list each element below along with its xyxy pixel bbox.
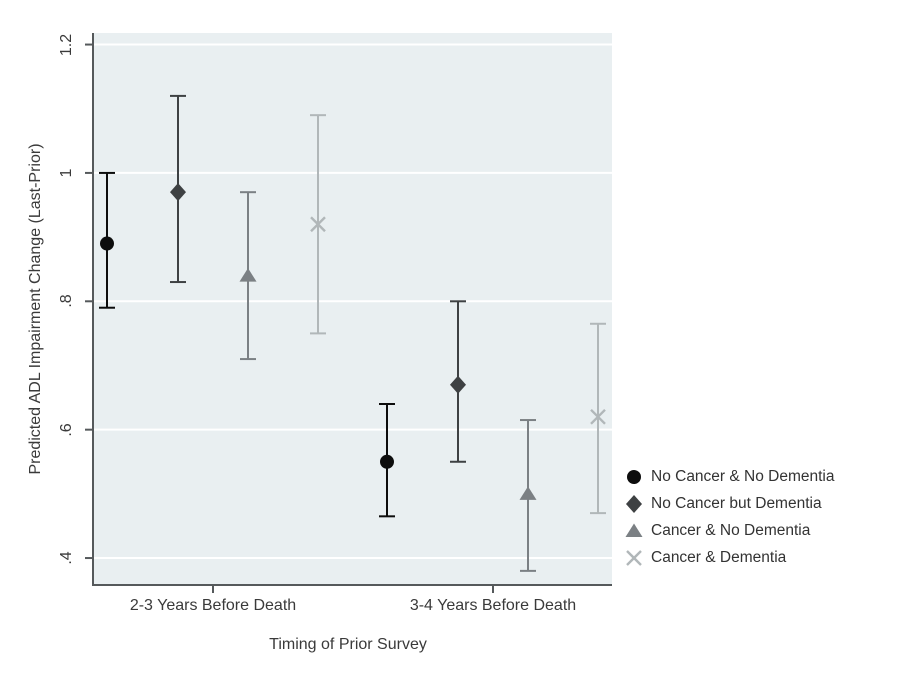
- circle-marker: [100, 237, 114, 251]
- legend: [624, 463, 835, 571]
- legend-item-label: Cancer & Dementia: [651, 548, 787, 566]
- x-category-label: 3-4 Years Before Death: [409, 597, 577, 614]
- triangle-marker: [626, 523, 643, 537]
- x-category-label: 2-3 Years Before Death: [129, 597, 297, 614]
- legend-item: [624, 490, 835, 517]
- circle-icon-glyph: [624, 467, 644, 487]
- y-axis-title: Predicted ADL Impairment Change (Last-Prior): [27, 143, 44, 475]
- legend-item-label: Cancer & No Dementia: [651, 521, 811, 539]
- y-tick-label: .6: [58, 422, 75, 437]
- circle-marker: [627, 470, 641, 484]
- legend-item-label: No Cancer & No Dementia: [651, 467, 835, 485]
- legend-item: [624, 517, 835, 544]
- y-tick-label: 1: [58, 168, 75, 178]
- legend-item: [624, 463, 835, 490]
- diamond-icon: [624, 494, 644, 514]
- x-axis-title: Timing of Prior Survey: [269, 636, 427, 653]
- plot-area: [93, 33, 612, 585]
- diamond-icon-glyph: [624, 494, 644, 514]
- x-icon: [624, 548, 644, 568]
- y-tick-label: 1.2: [58, 33, 75, 56]
- triangle-icon-glyph: [624, 521, 644, 541]
- y-tick-label: .4: [58, 551, 75, 565]
- legend-item-label: No Cancer but Dementia: [651, 494, 822, 512]
- diamond-marker: [626, 495, 642, 513]
- y-tick-label: .8: [58, 294, 75, 308]
- circle-marker: [380, 455, 394, 469]
- x-icon-glyph: [624, 548, 644, 568]
- circle-icon: [624, 467, 644, 487]
- legend-item: [624, 544, 835, 571]
- triangle-icon: [624, 521, 644, 541]
